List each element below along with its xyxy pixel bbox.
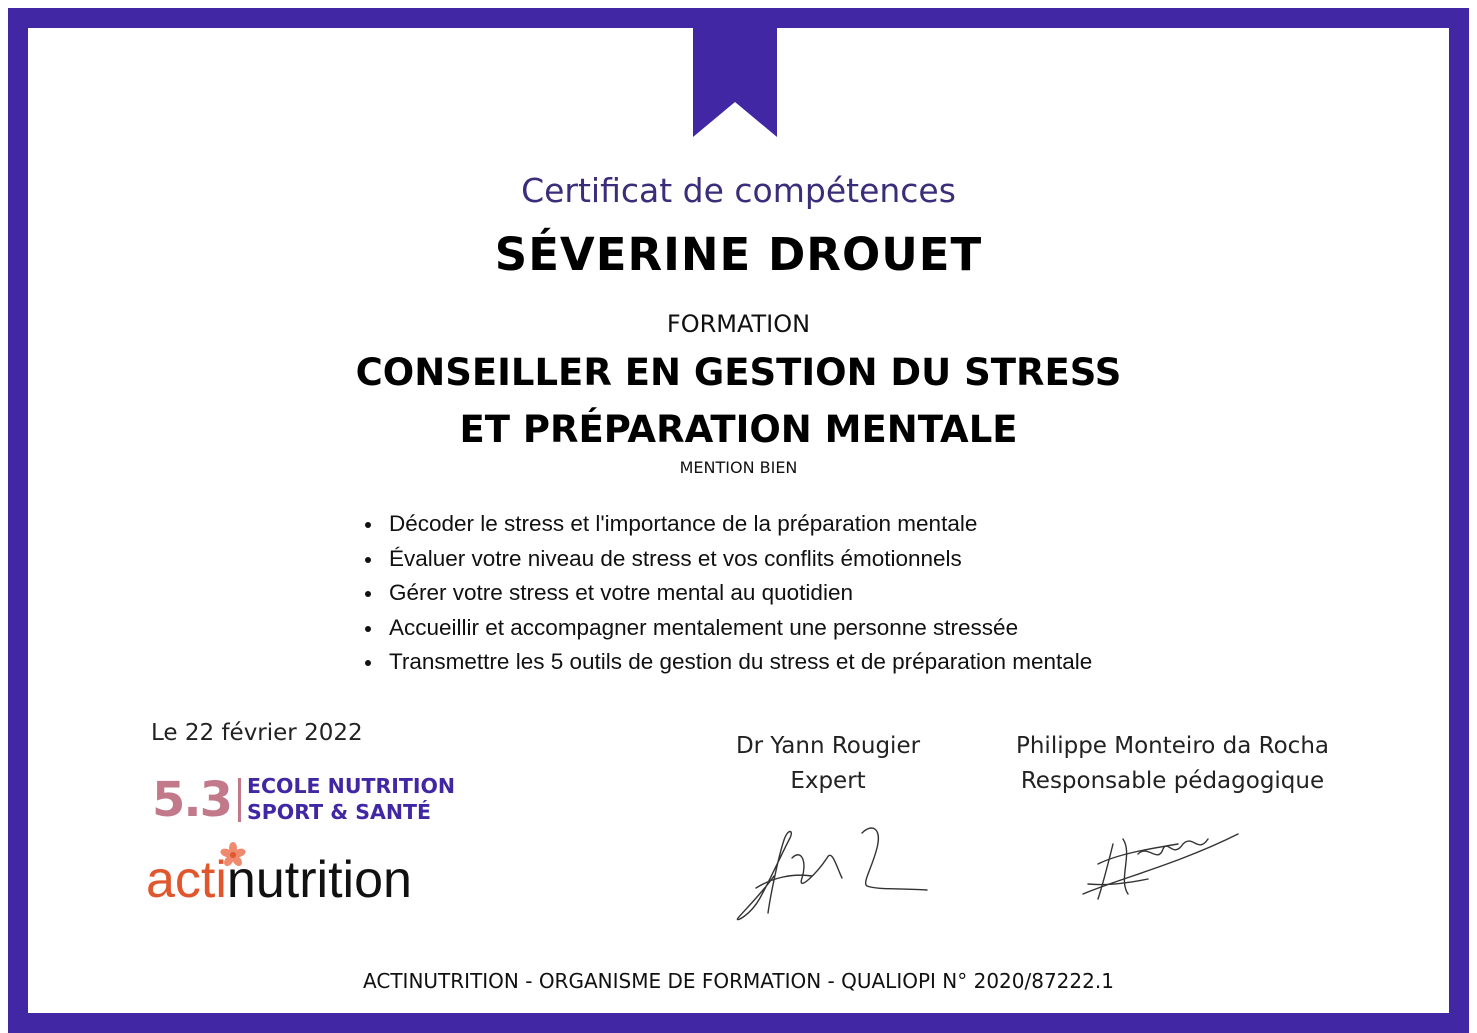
- school-logo: [152, 772, 462, 828]
- brand-prefix: acti: [146, 851, 227, 909]
- formation-title: [0, 344, 1477, 458]
- skill-item: Accueillir et accompagner mentalement une personne stressée: [389, 611, 1092, 646]
- ribbon-icon: [693, 20, 777, 137]
- skill-item: Gérer votre stress et votre mental au quotidien: [389, 576, 1092, 611]
- mention-label: MENTION BIEN: [679, 458, 798, 477]
- skill-item: Décoder le stress et l'importance de la préparation mentale: [389, 507, 1092, 542]
- skill-item: Évaluer votre niveau de stress et vos conflits émotionnels: [389, 542, 1092, 577]
- actinutrition-logo: [146, 845, 466, 915]
- skills-list: [389, 507, 1092, 680]
- certificate-date: Le 22 février 2022: [151, 720, 363, 746]
- brand-suffix: nutrition: [226, 851, 412, 909]
- certificate-subtitle: Certificat de compétences: [521, 171, 956, 210]
- signature-2-image: [1078, 824, 1243, 909]
- footer-text: ACTINUTRITION - ORGANISME DE FORMATION - QUALIOPI N° 2020/87222.1: [363, 969, 1114, 993]
- signature-1-image: [732, 818, 932, 928]
- formation-label: FORMATION: [666, 310, 811, 338]
- formation-title-line-2: ET PRÉPARATION MENTALE: [459, 408, 1018, 451]
- school-logo-line-2: SPORT & SANTÉ: [247, 800, 431, 824]
- actinutrition-wordmark: [146, 850, 412, 910]
- signatory-name: Philippe Monteiro da Rocha: [1015, 733, 1329, 759]
- recipient-name: SÉVERINE DROUET: [494, 228, 983, 281]
- signatory-name: Dr Yann Rougier: [735, 733, 921, 759]
- signatory-role: Expert: [790, 768, 866, 794]
- school-logo-line-1: ECOLE NUTRITION: [247, 774, 456, 798]
- skill-item: Transmettre les 5 outils de gestion du stress et de préparation mentale: [389, 645, 1092, 680]
- signatory-role: Responsable pédagogique: [1020, 768, 1325, 794]
- formation-title-line-1: CONSEILLER EN GESTION DU STRESS: [355, 351, 1122, 394]
- school-logo-number: 5.3: [152, 772, 232, 828]
- school-logo-divider: [238, 778, 241, 822]
- signatory-2: [1000, 729, 1345, 799]
- signatory-1: [718, 729, 938, 799]
